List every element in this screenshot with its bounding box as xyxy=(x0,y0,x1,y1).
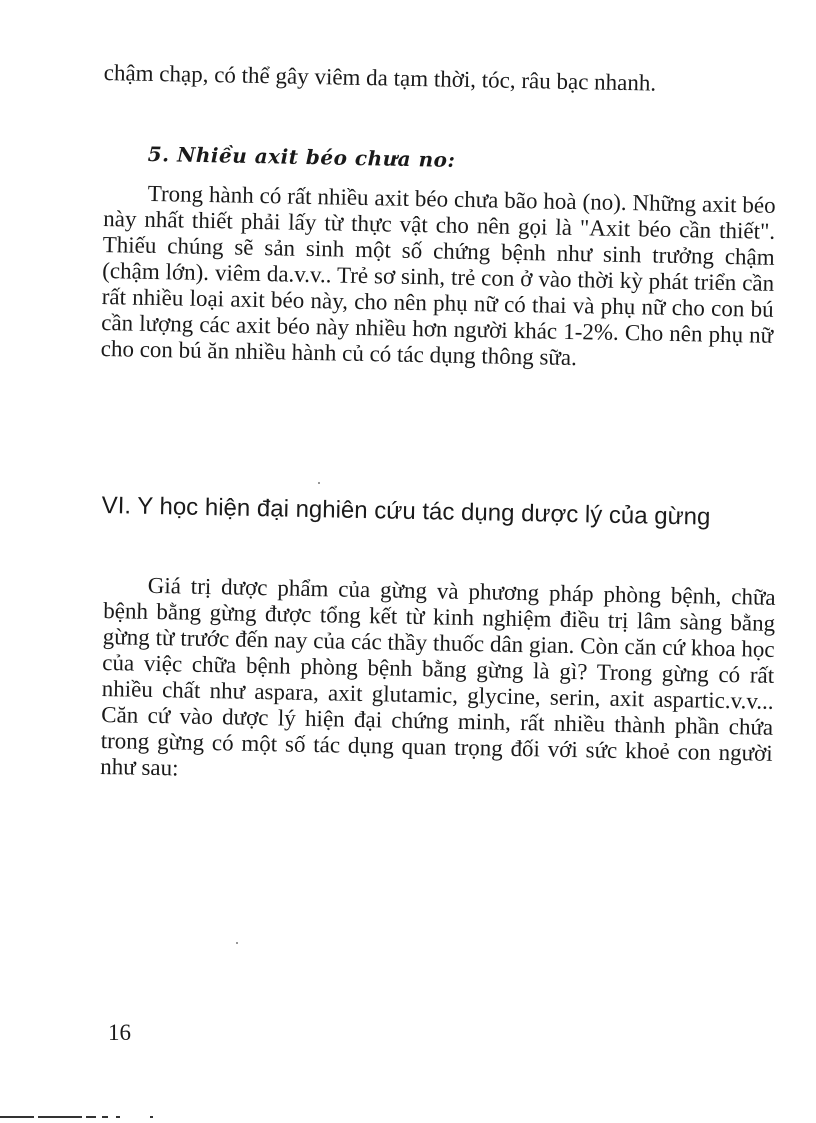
subsection-heading: 5. Nhiều axit béo chưa no: xyxy=(147,142,456,172)
scan-artifact-dash xyxy=(38,1116,82,1118)
intro-paragraph: chậm chạp, có thể gây viêm da tạm thời, tóc, râu bạc nhanh. xyxy=(103,60,657,96)
intro-text-block xyxy=(104,60,776,99)
scan-speck xyxy=(236,942,238,944)
scan-artifact-dash xyxy=(150,1116,153,1118)
section-heading: VI. Y học hiện đại nghiên cứu tác dụng dược lý của gừng xyxy=(101,491,711,531)
section-text-block xyxy=(100,572,776,793)
scan-speck xyxy=(318,482,320,484)
subsection-text-block xyxy=(101,180,776,375)
scan-artifact-dash xyxy=(86,1116,96,1118)
page-number: 16 xyxy=(108,1020,131,1045)
scan-artifact-dash xyxy=(102,1116,108,1118)
scan-artifact-dash xyxy=(116,1116,120,1118)
subsection-paragraph: Trong hành có rất nhiều axit béo chưa bão hoà (no). Những axit béo này nhất thiết phải lấy từ thực vật cho nên gọi là "Axit béo cần thiết". Thiếu chúng sẽ sản sinh một số chứng bệnh như sinh trưởng chậm (chậm lớn). viêm da.v.v.. Trẻ sơ sinh, trẻ con ở vào thời kỳ phát triển cần rất nhiều loại axit béo này, cho nên phụ nữ có thai và phụ nữ cho con bú cần lượng các axit béo này nhiều hơn người khác 1-2%. Cho nên phụ nữ cho con bú ăn nhiều hành củ có tác dụng thông sữa. xyxy=(100,180,776,371)
section-paragraph: Giá trị dược phẩm của gừng và phương pháp phòng bệnh, chữa bệnh bằng gừng được tổng kết từ kinh nghiệm điều trị lâm sàng bằng gừng từ trước đến nay của các thầy thuốc dân gian. Còn căn cứ khoa học của việc chữa bệnh phòng bệnh bằng gừng là gì? Trong gừng có rất nhiều chất như aspara, axit glutamic, glycine, serin, axit aspartic.v.v... Căn cứ vào dược lý hiện đại chứng minh, rất nhiều thành phần chứa trong gừng có một số tác dụng quan trọng đối với sức khoẻ con người như sau: xyxy=(100,572,776,781)
scan-artifact-dash xyxy=(0,1116,34,1118)
